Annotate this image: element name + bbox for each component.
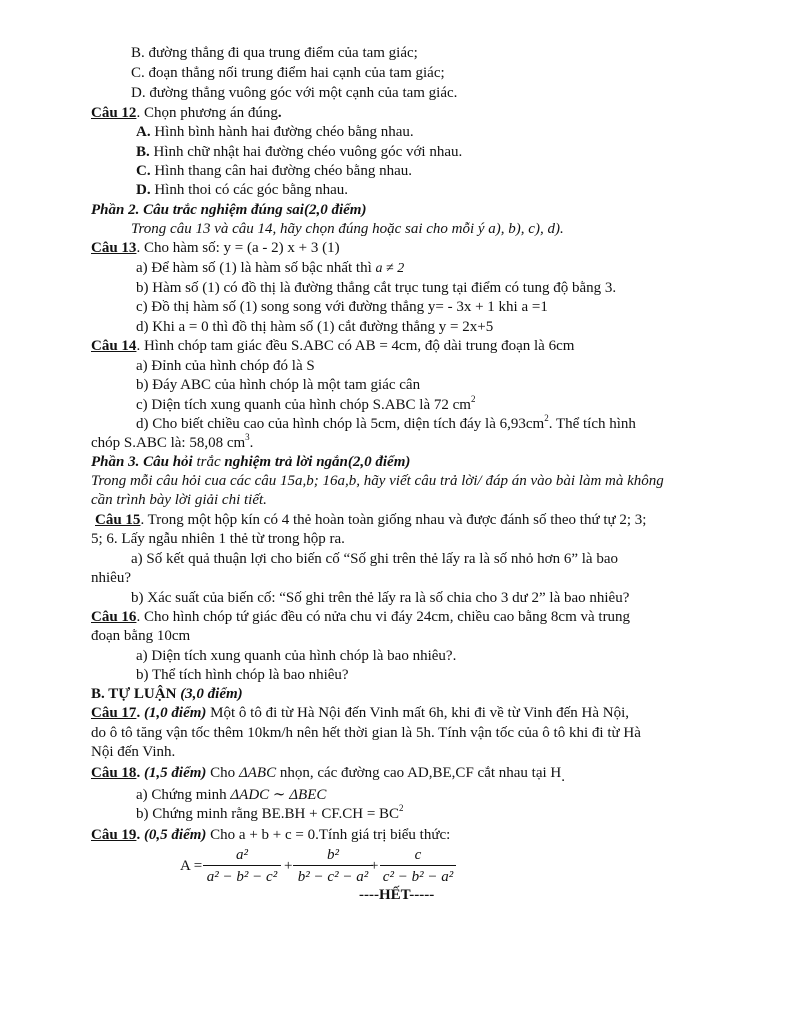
fraction-3 [380,846,456,886]
q18-t3: . [561,769,565,785]
q12-option-d [136,181,348,199]
q14-d1-end: . Thể tích hình [548,416,636,432]
q12-option-c-key: C. [136,163,151,179]
part3-title-1: Phần 3. Câu hỏi [91,454,193,470]
q15-line2: 5; 6. Lấy ngẫu nhiên 1 thẻ từ trong hộp ra. [91,531,345,547]
q14-d-line1 [136,415,636,433]
q18-t1: Cho [206,765,239,781]
q12-option-a [136,123,414,141]
end-marker: ----HẾT----- [359,887,435,903]
q12-option-b-text: Hình chữ nhật hai đường chéo vuông góc với nhau. [149,144,463,160]
option-c-line: C. đoạn thẳng nối trung điểm hai cạnh của tam giác; [131,65,445,81]
q12-dot: . [277,105,282,121]
q14-b: b) Đáy ABC của hình chóp là một tam giác cân [136,377,421,393]
q18-b-text: b) Chứng minh rằng BE.BH + CF.CH = BC [136,806,400,822]
option-d-line: D. đường thẳng vuông góc với một cạnh của tam giác. [131,85,458,101]
q19-text: Cho a + b + c = 0.Tính giá trị biểu thức: [206,827,451,843]
q12-stem [91,104,282,122]
plus-sign-1: + [284,858,293,874]
q12-option-a-key: A. [136,124,151,140]
q17-dot: . [136,705,144,721]
q18-a-math: ΔADC ∼ ΔBEC [230,787,327,803]
q12-option-d-key: D. [136,182,151,198]
q18-line1 [91,764,565,785]
q16-line2: đoạn bằng 10cm [91,628,191,644]
q14-stem [91,337,574,355]
part3-title [91,453,410,471]
q15-line1 [95,511,646,529]
q15-l1: . Trong một hộp kín có 4 thẻ hoàn toàn giống nhau và được đánh số theo thứ tự 2; 3; [140,512,647,528]
formula-lhs: A = [180,858,203,874]
q13-a-text: a) Để hàm số (1) là hàm số bậc nhất thì [136,260,376,276]
part3-title-3: nghiệm trả lời ngắn(2,0 điểm) [224,454,411,470]
partB-title [91,685,243,703]
q14-c-sup: 2 [470,394,476,404]
q14-d2-end: . [249,435,254,451]
q18-a [136,786,326,804]
q18-label: Câu 18 [91,765,137,781]
fraction-2 [293,846,373,886]
q17-line1 [91,704,629,722]
fraction-2-bar [293,865,373,866]
q17-line3: Nội đến Vinh. [91,744,176,760]
q13-a [136,259,404,278]
q14-d2-sup: 3 [245,432,250,442]
q12-option-c-text: Hình thang cân hai đường chéo bằng nhau. [150,163,413,179]
q13-d: d) Khi a = 0 thì đồ thị hàm số (1) cắt đường thẳng y = 2x+5 [136,319,494,335]
partB-title-text: B. TỰ LUẬN [91,686,181,702]
q18-triangle: ΔABC [238,765,277,781]
q13-label: Câu 13 [91,240,137,256]
q16-l1: . Cho hình chóp tứ giác đều có nửa chu vi đáy 24cm, chiều cao bằng 8cm và trung [136,609,631,625]
part2-instruction: Trong câu 13 và câu 14, hãy chọn đúng hoặc sai cho mỗi ý a), b), c), d). [131,221,564,237]
fraction-3-numerator: c [414,847,422,863]
q13-a-math: a ≠ 2 [375,261,405,276]
q14-d1-sup: 2 [544,413,549,423]
q14-d-line2 [91,434,253,452]
q18-t2: nhọn, các đường cao AD,BE,CF cắt nhau tại H [276,765,562,781]
q18-score: (1,5 điểm) [143,765,207,781]
q14-text: . Hình chóp tam giác đều S.ABC có AB = 4cm, độ dài trung đoạn là 6cm [136,338,575,354]
plus-sign-2: + [370,858,379,874]
q17-line2: do ô tô tăng vận tốc thêm 10km/h nên hết thời gian là 5h. Tính vận tốc của ô tô khi đi từ Hà [91,725,641,741]
q18-b [136,805,404,823]
q16-a: a) Diện tích xung quanh của hình chóp là bao nhiêu?. [136,648,457,664]
q13-text: . Cho hàm số: y = (a - 2) x + 3 (1) [136,240,340,256]
q13-stem [91,239,340,257]
fraction-1 [203,846,281,886]
q13-c: c) Đồ thị hàm số (1) song song với đường thẳng y= - 3x + 1 khi a =1 [136,299,548,315]
q17-score: (1,0 điểm) [143,705,207,721]
fraction-3-bar [380,865,456,866]
q14-c-text: c) Diện tích xung quanh của hình chóp S.ABC là 72 cm [136,397,471,413]
q12-option-b [136,143,462,161]
q12-text: . Chọn phương án đúng [136,105,278,121]
q19-dot: . [136,827,144,843]
fraction-1-denominator: a² − b² − c² [206,869,278,885]
option-b-line: B. đường thẳng đi qua trung điểm của tam giác; [131,45,418,61]
q15-a-line2: nhiêu? [91,570,131,586]
q19-label: Câu 19 [91,827,137,843]
q16-label: Câu 16 [91,609,137,625]
q19-score: (0,5 điểm) [143,827,207,843]
q12-label: Câu 12 [91,105,137,121]
q17-label: Câu 17 [91,705,137,721]
fraction-1-bar [203,865,281,866]
q19-line1 [91,826,450,844]
q15-a-line1: a) Số kết quả thuận lợi cho biến cố “Số ghi trên thẻ lấy ra là số nhỏ hơn 6” là bao [131,551,618,567]
q12-option-a-text: Hình bình hành hai đường chéo bằng nhau. [150,124,414,140]
part3-instruction-2: cần trình bày lời giải chi tiết. [91,492,267,508]
q14-c [136,396,475,414]
q18-a-text: a) Chứng minh [136,787,231,803]
fraction-3-denominator: c² − b² − a² [382,869,454,885]
part3-instruction-1: Trong mỗi câu hỏi cua các câu 15a,b; 16a,b, hãy viết câu trả lời/ đáp án vào bài làm mà không [91,473,664,489]
q14-label: Câu 14 [91,338,137,354]
q14-d1-text: d) Cho biết chiều cao của hình chóp là 5cm, diện tích đáy là 6,93cm [136,416,545,432]
q13-b: b) Hàm số (1) có đồ thị là đường thẳng cắt trục tung tại điểm có tung độ bằng 3. [136,280,617,296]
q14-a: a) Đỉnh của hình chóp đó là S [136,358,315,374]
q18-b-sup: 2 [399,803,404,813]
q16-b: b) Thể tích hình chóp là bao nhiêu? [136,667,349,683]
q18-dot: . [136,765,144,781]
part3-title-2: trắc [192,454,225,470]
q15-label: Câu 15 [95,512,141,528]
q16-line1 [91,608,630,626]
q17-l1: Một ô tô đi từ Hà Nội đến Vinh mất 6h, khi đi về từ Vinh đến Hà Nội, [206,705,630,721]
q12-option-d-text: Hình thoi có các góc bằng nhau. [150,182,349,198]
q12-option-b-key: B. [136,144,150,160]
q14-d2-text: chóp S.ABC là: 58,08 cm [91,435,246,451]
part2-title: Phần 2. Câu trắc nghiệm đúng sai(2,0 điểm) [91,202,367,218]
fraction-1-numerator: a² [236,847,248,863]
fraction-2-denominator: b² − c² − a² [297,869,369,885]
q12-option-c [136,162,412,180]
q15-b: b) Xác suất của biến cố: “Số ghi trên thẻ lấy ra là số chia cho 3 dư 2” là bao nhiêu? [131,590,630,606]
partB-score: (3,0 điểm) [180,686,243,702]
fraction-2-numerator: b² [327,847,339,863]
